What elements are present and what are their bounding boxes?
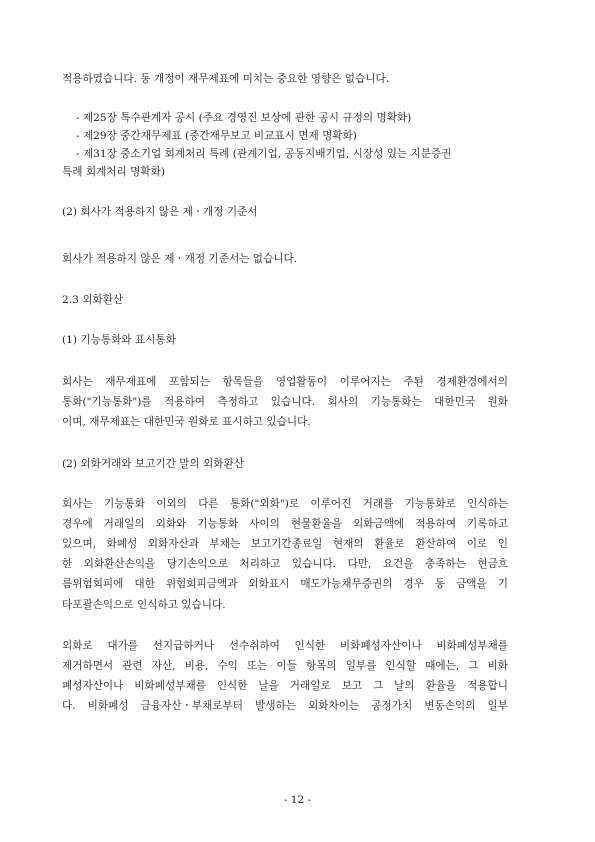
list-item-continuation: 특례 회계처리 명확화) [62,166,165,178]
list-item: - 제29장 중간재무제표 (중간재무보고 비교표시 면제 명확화) [76,130,357,142]
paragraph-line: 통화("기능통화")를 적용하여 측정하고 있습니다. 회사의 기능통화는 대한민국 원화 [62,396,508,408]
paragraph-line: 외화로 대가를 선지급하거나 선수취하여 인식한 비화폐성자산이나 비화폐성부채를 [62,640,508,652]
subheading-unapplied-standards: (2) 회사가 적용하지 않은 제ㆍ개정 기준서 [62,206,258,218]
paragraph-line: 경우에 거래일의 외화와 기능통화 사이의 현물환율을 외화금액에 적용하여 기록하고 [62,518,508,530]
paragraph-line: 회사는 기능통화 이외의 다른 통화("외화")로 이루어진 거래를 기능통화로 인식하는 [62,498,508,510]
list-item: - 제25장 특수관계자 공시 (주요 경영진 보상에 관한 공시 규정의 명확화) [76,112,412,124]
paragraph-line: 름위험회피에 대한 위험회피금액과 외화표시 매도가능채무증권의 경우 동 금액을 기 [62,578,508,590]
paragraph-line: 폐성자산이나 비화폐성부채를 인식한 날을 거래일로 보고 그 날의 환율을 적용합니 [62,680,508,692]
paragraph-line: 제거하면서 관련 자산, 비용, 수익 또는 이들 항목의 일부를 인식할 때에는, 그 비화 [62,660,508,672]
intro-line: 적용하였습니다. 동 개정이 재무제표에 미치는 중요한 영향은 없습니다. [62,73,390,85]
subheading-foreign-currency-translation: (2) 외화거래와 보고기간 말의 외화환산 [62,458,244,470]
subheading-functional-currency: (1) 기능통화와 표시통화 [62,334,176,346]
list-item: - 제31장 중소기업 회계처리 특례 (관계기업, 공동지배기업, 시장성 있는 지분증권 [76,148,452,160]
paragraph-line: 다. 비화폐성 금융자산ㆍ부채로부터 발생하는 외화차이는 공정가치 변동손익의 일부 [62,700,508,712]
paragraph-line: 한 외화환산손익을 당기손익으로 처리하고 있습니다. 다만, 요건을 충족하는 현금흐 [62,558,508,570]
paragraph-line: 회사는 재무제표에 포함되는 항목들을 영업활동이 이루어지는 주된 경제환경에서의 [62,376,508,388]
paragraph-line: 있으며, 화폐성 외화자산과 부채는 보고기간종료일 현재의 환율로 환산하여 이로 인 [62,538,508,550]
paragraph-line: 타포괄손익으로 인식하고 있습니다. [62,599,226,611]
paragraph-line: 이며, 재무제표는 대한민국 원화로 표시하고 있습니다. [62,416,311,428]
section-title: 2.3 외화환산 [62,294,124,306]
paragraph-unapplied-standards: 회사가 적용하지 않은 제ㆍ개정 기준서는 없습니다. [62,253,298,265]
page-number: - 12 - [283,794,312,806]
